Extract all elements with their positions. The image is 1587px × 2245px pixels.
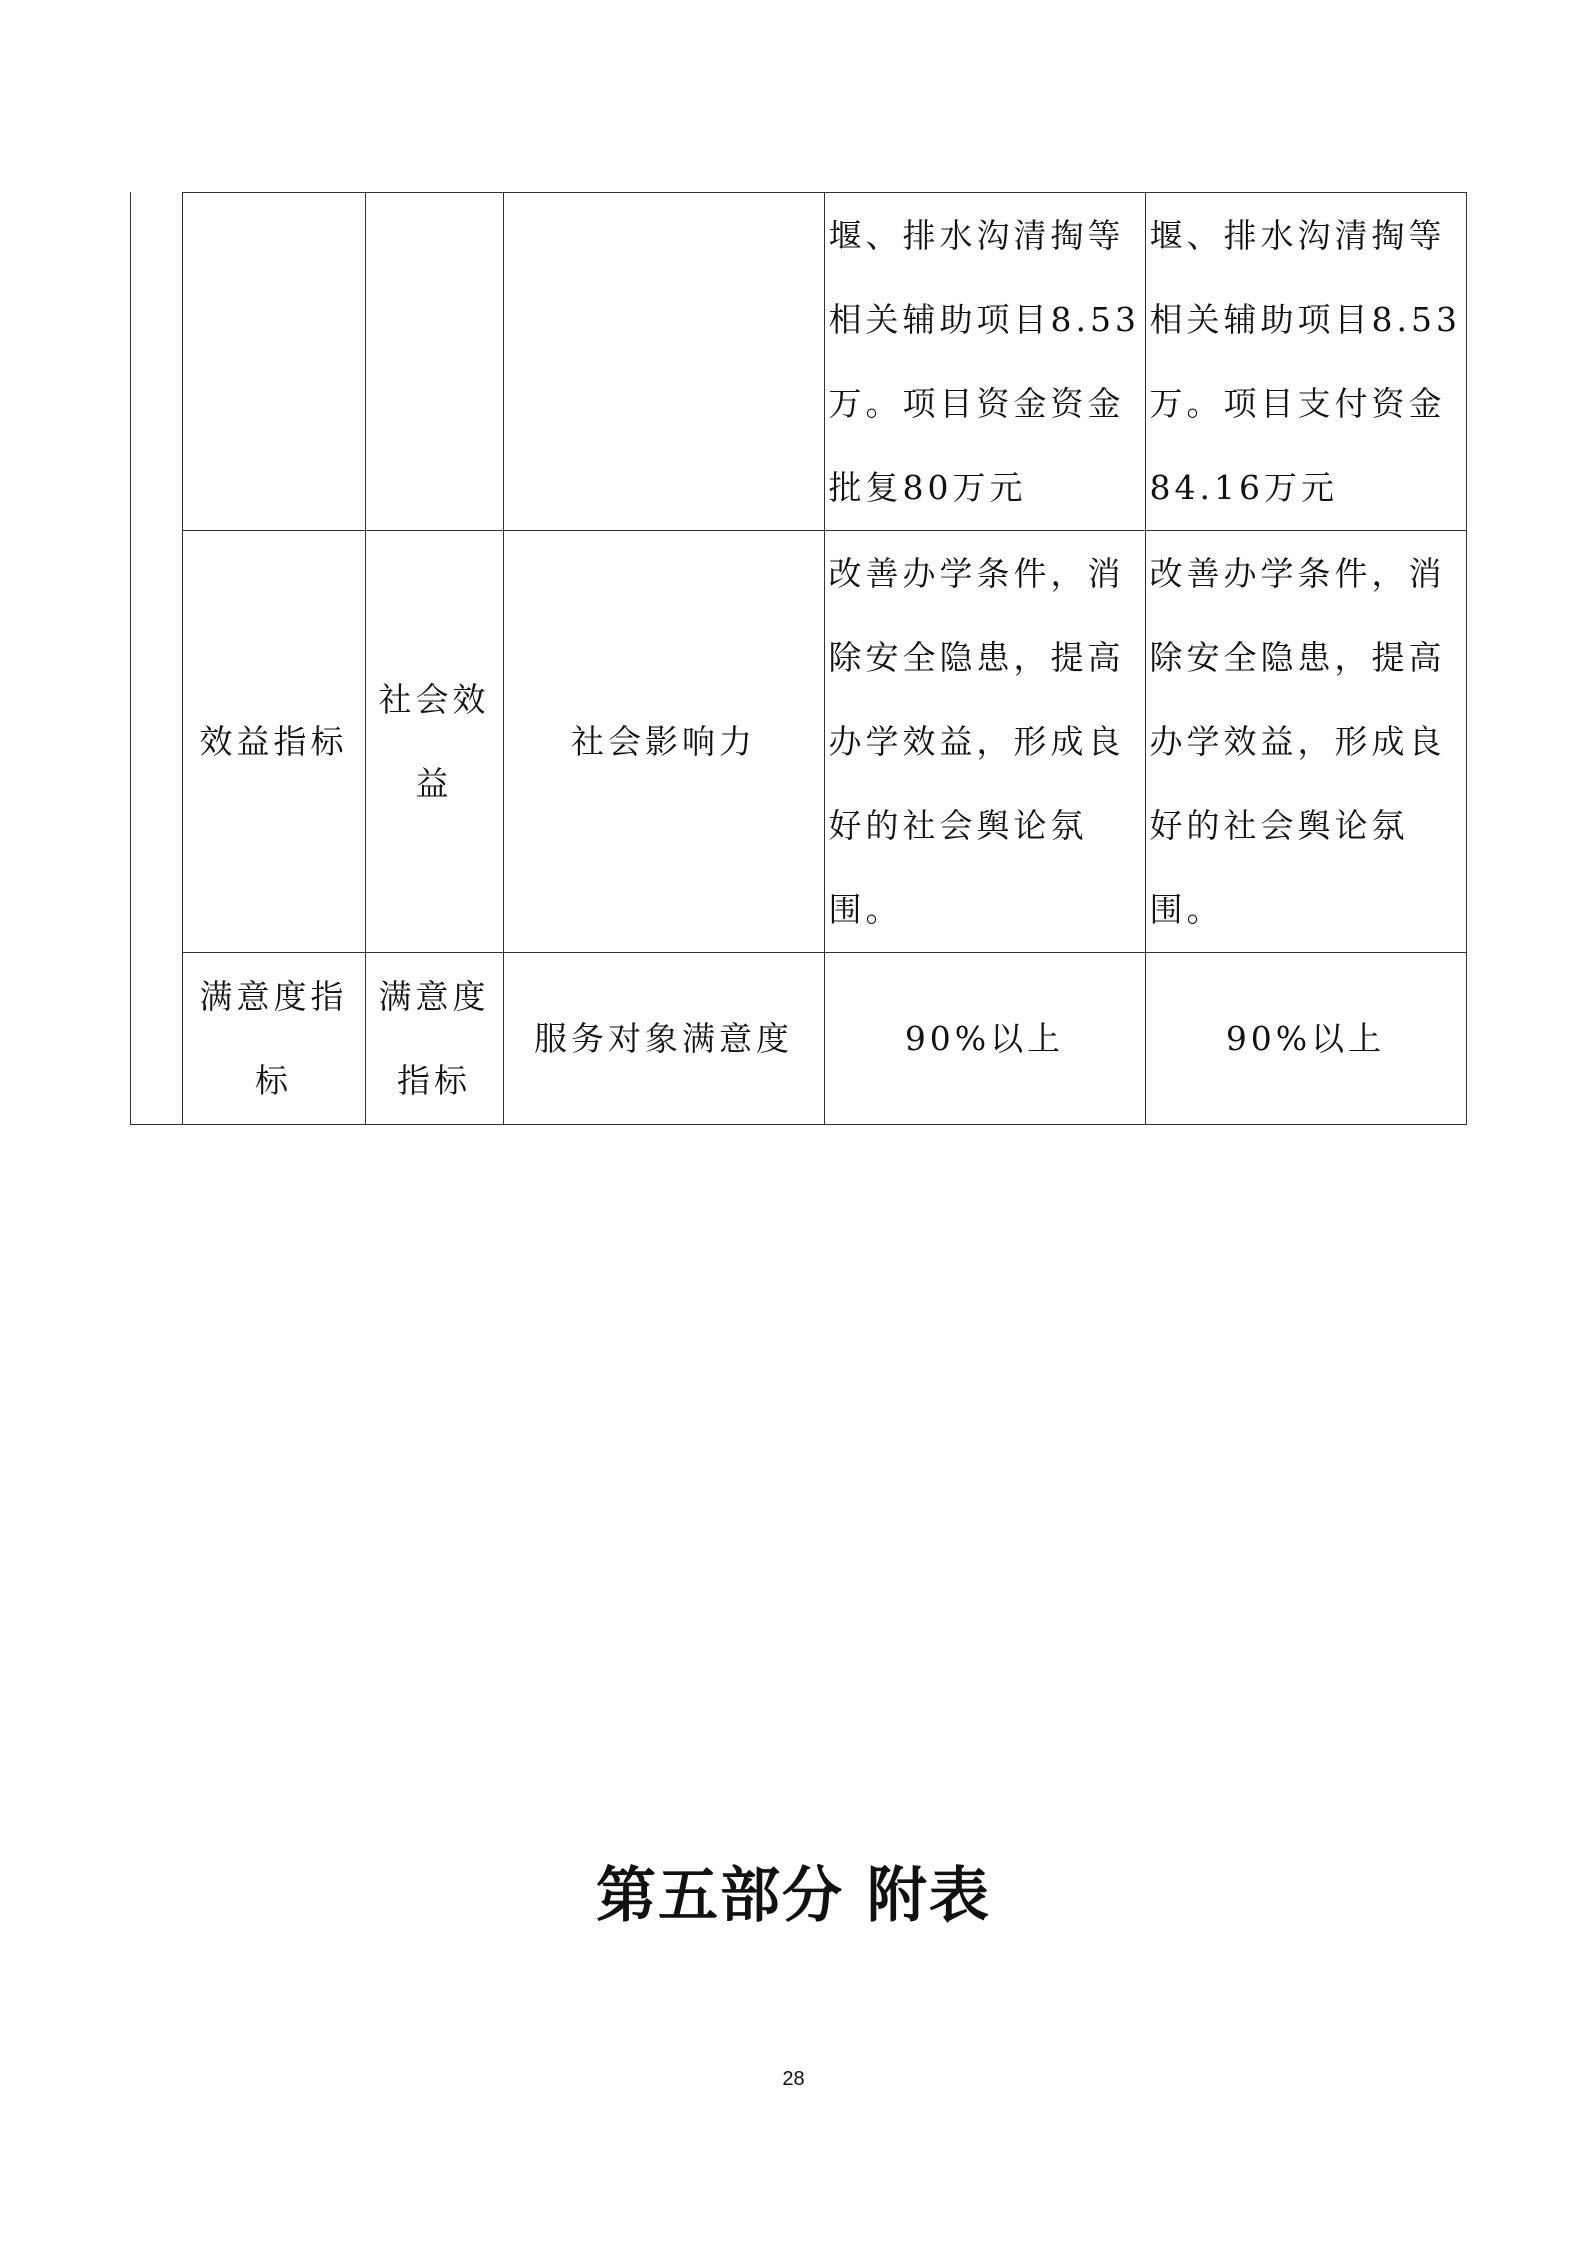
table-row xyxy=(130,193,1466,531)
cell-text: 改善办学条件，消除安全隐患，提高办学效益，形成良好的社会舆论氛围。 xyxy=(828,553,1125,929)
table-cell xyxy=(182,193,365,531)
cell-text: 效益指标 xyxy=(199,721,348,761)
cell-text: 90%以上 xyxy=(904,1018,1065,1058)
table-cell xyxy=(365,193,503,531)
section-heading: 第五部分 附表 xyxy=(596,1861,991,1931)
table-cell-level1-indicator xyxy=(182,953,365,1125)
cell-text: 90%以上 xyxy=(1225,1018,1386,1058)
table-cell-indent xyxy=(130,193,182,1125)
cell-text: 满意度指标 xyxy=(199,976,348,1100)
table-cell xyxy=(503,193,824,531)
table-cell-actual-value xyxy=(1145,193,1466,531)
table-cell-actual-value xyxy=(1145,953,1466,1125)
cell-text: 服务对象满意度 xyxy=(534,1018,793,1058)
cell-text: 堰、排水沟清掏等相关辅助项目8.53万。项目支付资金84.16万元 xyxy=(1149,215,1461,507)
table-cell-level3-indicator xyxy=(503,531,824,953)
cell-text: 社会效益 xyxy=(378,679,490,803)
table-row xyxy=(130,531,1466,953)
cell-text: 社会影响力 xyxy=(571,721,756,761)
page-number: 28 xyxy=(782,2068,805,2090)
cell-text: 堰、排水沟清掏等相关辅助项目8.53万。项目资金资金批复80万元 xyxy=(828,215,1140,507)
cell-text: 满意度指标 xyxy=(378,976,490,1100)
table-cell-level1-indicator xyxy=(182,531,365,953)
table-cell-level3-indicator xyxy=(503,953,824,1125)
table-cell-level2-indicator xyxy=(365,531,503,953)
table-cell-target-value xyxy=(824,531,1145,953)
table-cell-level2-indicator xyxy=(365,953,503,1125)
table-cell-target-value xyxy=(824,193,1145,531)
cell-text: 改善办学条件，消除安全隐患，提高办学效益，形成良好的社会舆论氛围。 xyxy=(1149,553,1446,929)
table-cell-target-value xyxy=(824,953,1145,1125)
table-cell-actual-value xyxy=(1145,531,1466,953)
table-row xyxy=(130,953,1466,1125)
performance-indicator-table xyxy=(130,192,1467,1125)
